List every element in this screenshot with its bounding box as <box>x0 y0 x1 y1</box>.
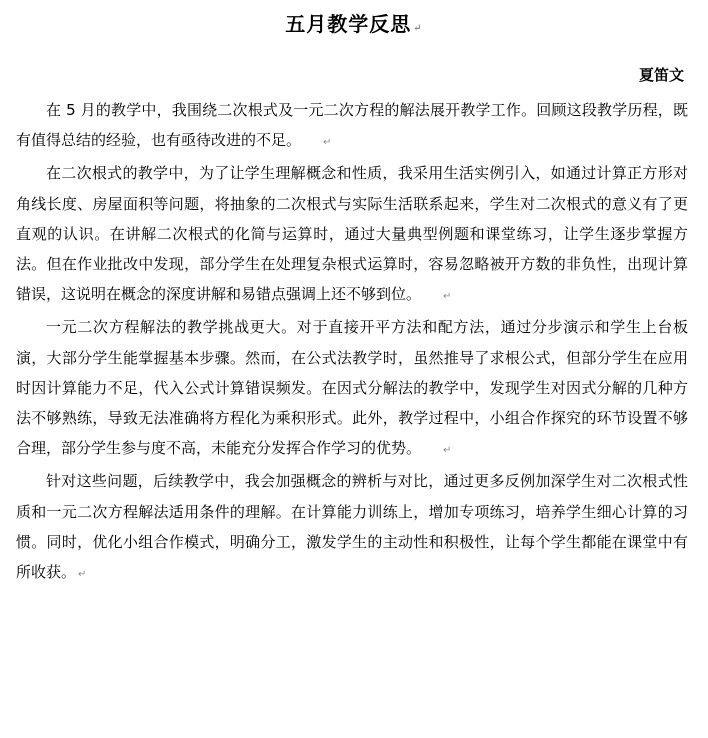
title-text: 五月教学反思 <box>285 12 412 36</box>
document-body <box>16 95 688 590</box>
paragraph-text: 一元二次方程解法的教学挑战更大。对于直接开平方法和配方法，通过分步演示和学生上台板演，大部分学生能掌握基本步骤。然而，在公式法教学时，虽然推导了求根公式，但部分学生在应用时因计算能力不足，代入公式计算错误频发。在因式分解法的教学中，发现学生对因式分解的几种方法不够熟练，导致无法准确将方程化为乘积形式。此外，教学过程中，小组合作探究的环节设置不够合理，部分学生参与度不高，未能充分发挥合作学习的优势。 <box>16 318 688 458</box>
paragraph-text: 在 5 月的教学中，我围绕二次根式及一元二次方程的解法展开教学工作。回顾这段教学历程，既有值得总结的经验，也有亟待改进的不足。 <box>16 101 688 150</box>
paragraph-1 <box>16 95 688 158</box>
paragraph-mark-icon: ↵ <box>323 137 332 149</box>
author-name: 夏笛文 <box>638 66 684 84</box>
paragraph-mark-icon: ↵ <box>413 23 423 34</box>
paragraph-2 <box>16 158 688 312</box>
paragraph-3 <box>16 312 688 466</box>
paragraph-text: 在二次根式的教学中，为了让学生理解概念和性质，我采用生活实例引入，如通过计算正方形对角线长度、房屋面积等问题，将抽象的二次根式与实际生活联系起来，学生对二次根式的意义有了更直观的认识。在讲解二次根式的化简与运算时，通过大量典型例题和课堂练习，让学生逐步掌握方法。但在作业批改中发现，部分学生在处理复杂根式运算时，容易忽略被开方数的非负性，出现计算错误，这说明在概念的深度讲解和易错点强调上还不够到位。 <box>16 164 688 304</box>
document-title <box>0 10 708 43</box>
paragraph-mark-icon: ↵ <box>78 569 87 581</box>
paragraph-mark-icon: ↵ <box>443 291 452 303</box>
paragraph-text: 针对这些问题，后续教学中，我会加强概念的辨析与对比，通过更多反例加深学生对二次根式性质和一元二次方程解法适用条件的理解。在计算能力训练上，增加专项练习，培养学生细心计算的习惯。同时，优化小组合作模式，明确分工，激发学生的主动性和积极性，让每个学生都能在课堂中有所收获。 <box>16 472 688 582</box>
paragraph-mark-icon: ↵ <box>443 445 452 457</box>
paragraph-4 <box>16 466 688 590</box>
